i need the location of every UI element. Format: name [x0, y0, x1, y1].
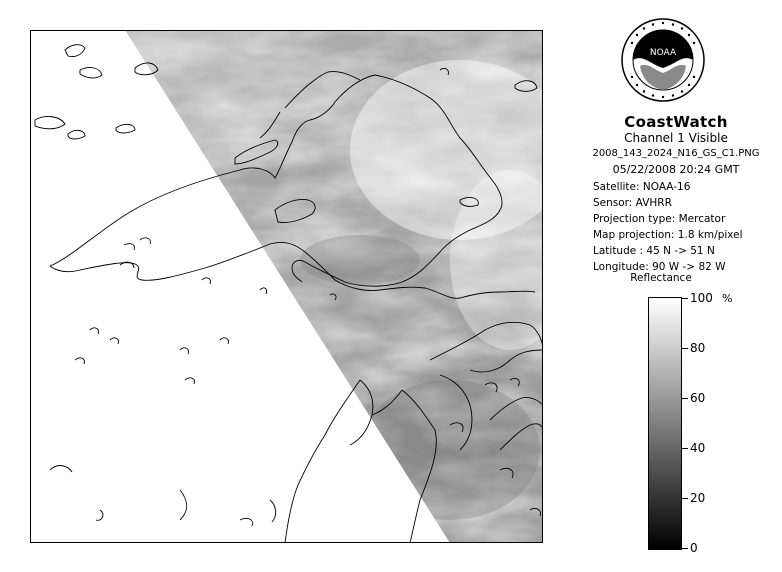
satellite-label: Satellite: NOAA-16	[593, 181, 691, 193]
colorbar-unit: %	[722, 292, 733, 305]
colorbar-tick	[682, 448, 688, 449]
reflectance-colorbar	[648, 297, 682, 550]
colorbar-tick-label: 20	[690, 491, 706, 505]
colorbar-tick	[682, 348, 688, 349]
satellite-image-map[interactable]	[30, 30, 543, 543]
map-projection-label: Map projection: 1.8 km/pixel	[593, 229, 743, 241]
colorbar-tick	[682, 298, 688, 299]
datetime-label: 05/22/2008 20:24 GMT	[612, 163, 740, 176]
colorbar-tick-label: 80	[690, 341, 706, 355]
colorbar-tick-label: 60	[690, 391, 706, 405]
colorbar-tick	[682, 398, 688, 399]
colorbar-title: Reflectance	[630, 272, 692, 284]
colorbar-tick-label: 0	[690, 541, 698, 555]
svg-text:NOAA: NOAA	[649, 48, 677, 58]
noaa-logo-icon	[618, 10, 708, 110]
app-title: CoastWatch	[624, 113, 728, 131]
colorbar-tick	[682, 498, 688, 499]
channel-label: Channel 1 Visible	[624, 131, 728, 145]
filename-label: 2008_143_2024_N16_GS_C1.PNG	[592, 148, 760, 159]
longitude-label: Longitude: 90 W -> 82 W	[593, 261, 726, 273]
sensor-label: Sensor: AVHRR	[593, 197, 672, 209]
colorbar-tick-label: 40	[690, 441, 706, 455]
colorbar-tick	[682, 548, 688, 549]
latitude-label: Latitude : 45 N -> 51 N	[593, 245, 715, 257]
projection-type-label: Projection type: Mercator	[593, 213, 726, 225]
colorbar-tick-label: 100	[690, 291, 713, 305]
